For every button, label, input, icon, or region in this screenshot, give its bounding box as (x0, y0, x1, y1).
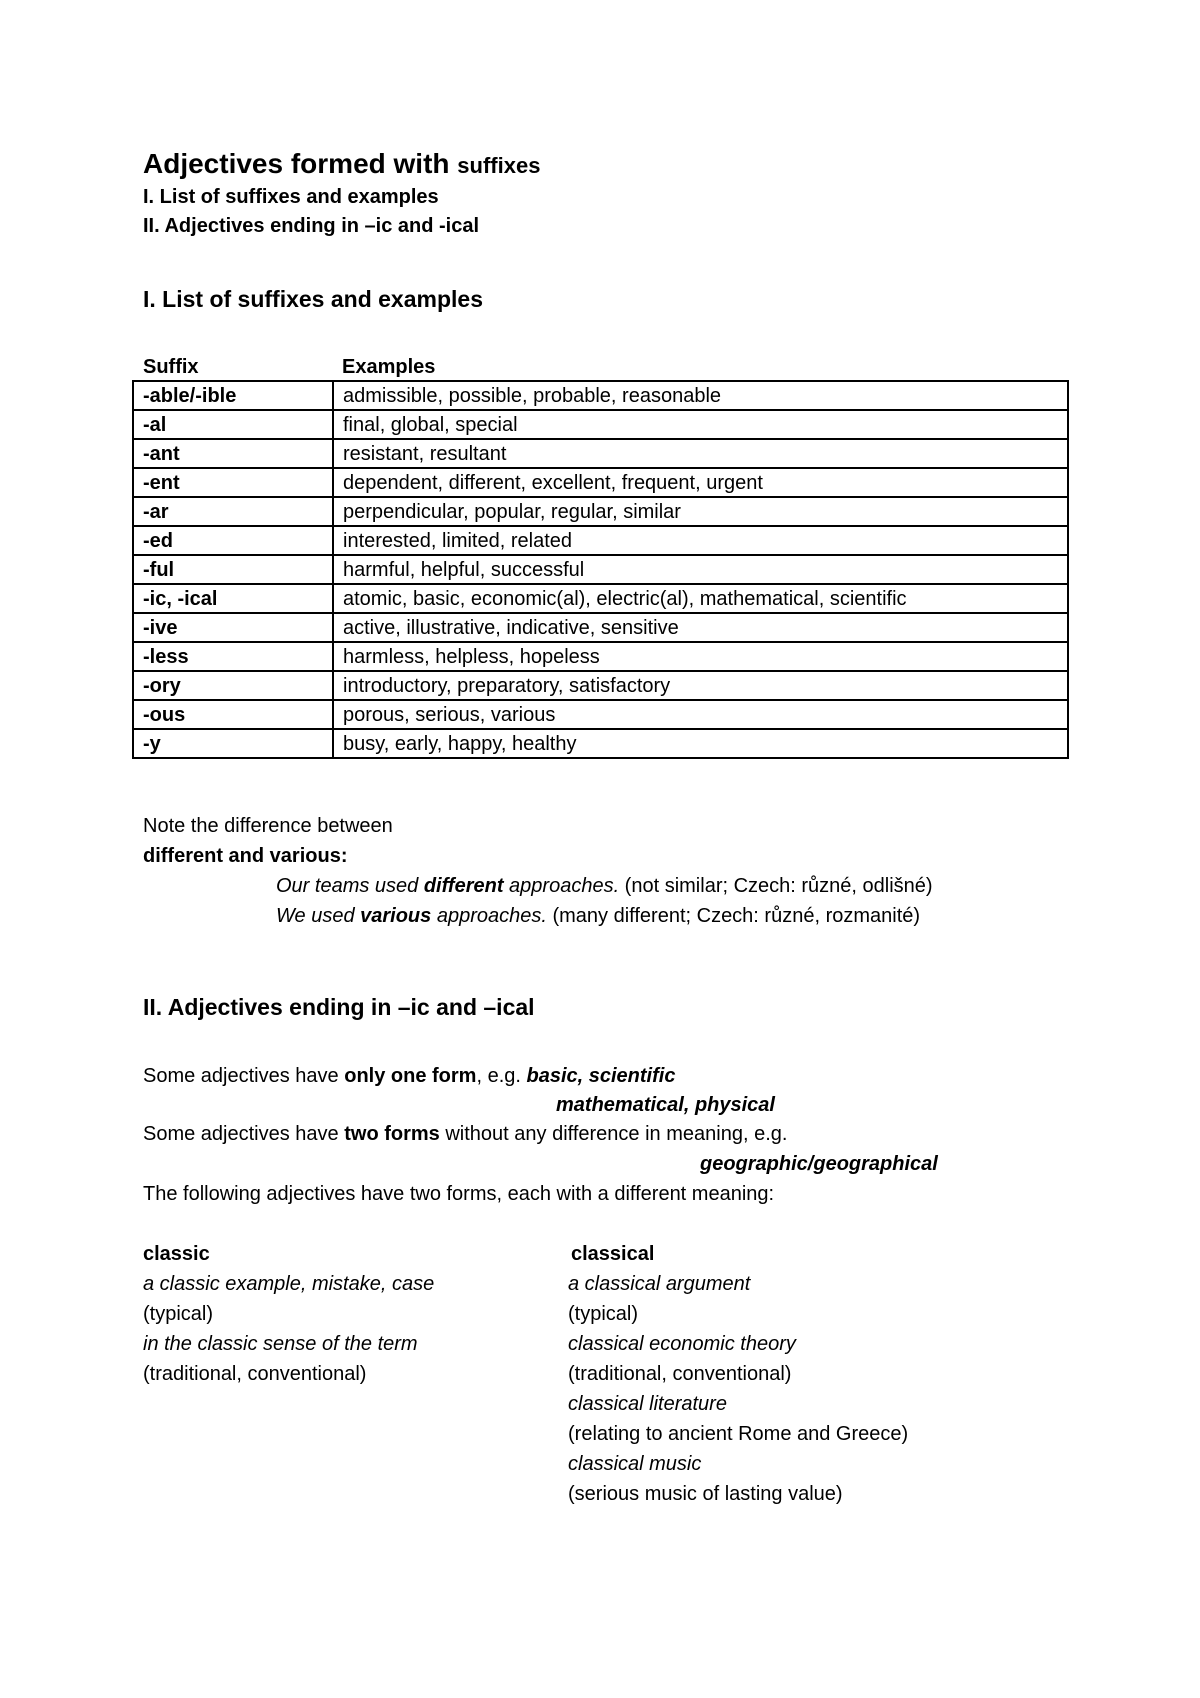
examples-cell: harmless, helpless, hopeless (333, 642, 1068, 671)
suffix-cell: -ed (133, 526, 333, 555)
table-row (133, 468, 1068, 497)
note-ex2-post: approaches. (431, 905, 547, 927)
examples-cell: dependent, different, excellent, frequent, urgent (333, 468, 1068, 497)
suffix-cell: -ive (133, 613, 333, 642)
classical-line: (traditional, conventional) (568, 1363, 792, 1385)
table-row (133, 555, 1068, 584)
table-row (133, 613, 1068, 642)
note-ex2-bold: various (360, 905, 432, 927)
title-main: Adjectives formed with (143, 148, 450, 179)
examples-cell: harmful, helpful, successful (333, 555, 1068, 584)
classical-line: (typical) (568, 1303, 639, 1325)
classic-line: in the classic sense of the term (143, 1333, 418, 1355)
table-row (133, 526, 1068, 555)
two-forms-example: geographic/geographical (700, 1153, 938, 1175)
note-ex1-post: approaches. (503, 875, 620, 897)
examples-cell: interested, limited, related (333, 526, 1068, 555)
table-row (133, 410, 1068, 439)
table-row (133, 381, 1068, 410)
table-row (133, 584, 1068, 613)
suffix-cell: -al (133, 410, 333, 439)
classical-line: (serious music of lasting value) (568, 1483, 843, 1505)
one-form-post: , e.g. (476, 1065, 527, 1087)
table-row (133, 729, 1068, 758)
examples-cell: admissible, possible, probable, reasonable (333, 381, 1068, 410)
note-ex2-gloss: (many different; Czech: různé, rozmanité) (546, 905, 921, 927)
suffix-cell: -ant (133, 439, 333, 468)
note-ex1-pre: Our teams used (276, 875, 424, 897)
examples-cell: final, global, special (333, 410, 1068, 439)
suffix-cell: -ent (133, 468, 333, 497)
one-form-bold: only one form (344, 1065, 477, 1087)
one-form-pre: Some adjectives have (143, 1065, 345, 1087)
examples-cell: introductory, preparatory, satisfactory (333, 671, 1068, 700)
note-line-2: different and various: (143, 845, 348, 867)
toc-item-2: II. Adjectives ending in –ic and -ical (143, 215, 480, 237)
column-header-examples: Examples (342, 356, 436, 378)
table-row (133, 700, 1068, 729)
note-example-1 (276, 872, 933, 900)
suffix-cell: -ic, -ical (133, 584, 333, 613)
classical-line: a classical argument (568, 1273, 751, 1295)
one-form-example-2: mathematical, physical (556, 1094, 775, 1116)
suffix-cell: -able/-ible (133, 381, 333, 410)
classical-line: classical music (568, 1453, 702, 1475)
examples-cell: active, illustrative, indicative, sensitive (333, 613, 1068, 642)
table-row (133, 642, 1068, 671)
suffix-cell: -ar (133, 497, 333, 526)
column-header-suffix: Suffix (143, 356, 199, 378)
note-example-2 (276, 902, 920, 930)
document-title (143, 148, 540, 180)
section2-heading: II. Adjectives ending in –ic and –ical (143, 994, 535, 1020)
classical-heading: classical (571, 1243, 655, 1265)
title-small: suffixes (457, 153, 541, 178)
suffix-cell: -ory (133, 671, 333, 700)
note-ex1-bold: different (423, 875, 504, 897)
one-form-sentence (143, 1062, 675, 1090)
note-line-1: Note the difference between (143, 815, 393, 837)
section1-heading: I. List of suffixes and examples (143, 286, 483, 312)
examples-cell: atomic, basic, economic(al), electric(al), mathematical, scientific (333, 584, 1068, 613)
suffix-cell: -y (133, 729, 333, 758)
table-row (133, 439, 1068, 468)
toc-item-1: I. List of suffixes and examples (143, 186, 439, 208)
note-ex2-pre: We used (276, 905, 361, 927)
two-forms-post: without any difference in meaning, e.g. (439, 1123, 788, 1145)
two-forms-bold: two forms (344, 1123, 440, 1145)
suffix-cell: -less (133, 642, 333, 671)
classic-line: (traditional, conventional) (143, 1363, 367, 1385)
classic-heading: classic (143, 1243, 210, 1265)
examples-cell: porous, serious, various (333, 700, 1068, 729)
suffix-cell: -ful (133, 555, 333, 584)
table-row (133, 497, 1068, 526)
one-form-example-1: basic, scientific (526, 1065, 676, 1087)
classical-line: classical literature (568, 1393, 727, 1415)
examples-cell: busy, early, happy, healthy (333, 729, 1068, 758)
classic-line: (typical) (143, 1303, 214, 1325)
two-forms-pre: Some adjectives have (143, 1123, 345, 1145)
examples-cell: resistant, resultant (333, 439, 1068, 468)
classical-line: (relating to ancient Rome and Greece) (568, 1423, 909, 1445)
note-ex1-gloss: (not similar; Czech: různé, odlišné) (619, 875, 933, 897)
suffix-cell: -ous (133, 700, 333, 729)
following-sentence: The following adjectives have two forms, each with a different meaning: (143, 1183, 775, 1205)
examples-cell: perpendicular, popular, regular, similar (333, 497, 1068, 526)
two-forms-sentence (143, 1120, 787, 1148)
suffix-table (132, 380, 1069, 759)
classical-line: classical economic theory (568, 1333, 796, 1355)
classic-line: a classic example, mistake, case (143, 1273, 435, 1295)
table-row (133, 671, 1068, 700)
